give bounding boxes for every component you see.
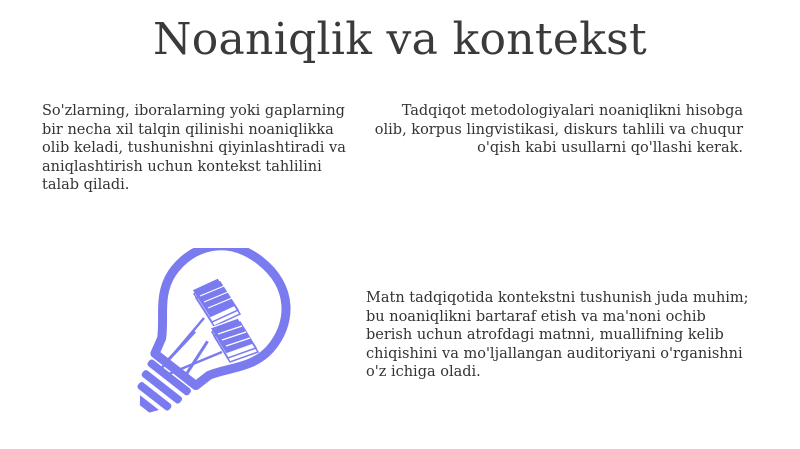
- paragraph-ambiguity: So'zlarning, iboralarning yoki gaplarning bir necha xil talqin qilinishi noaniqlikka olib keladi, tushunishni qiyinlashtiradi va aniqlashtirish uchun kontekst tahlilini talab qiladi.: [42, 103, 346, 193]
- paragraph-context: Matn tadqiqotida kontekstni tushunish juda muhim; bu noaniqlikni bartaraf etish va ma'noni ochib berish uchun atrofdagi matnni, muallifning kelib chiqishini va mo'ljallangan auditoriyani o'rganishni o'z ichiga oladi.: [366, 290, 749, 380]
- page-title: Noaniqlik va kontekst: [152, 14, 648, 65]
- lightbulb-with-books-icon: [100, 248, 300, 428]
- open-book-icon: [192, 278, 240, 326]
- paragraph-methodology: Tadqiqot metodologiyalari noaniqlikni hisobga olib, korpus lingvistikasi, diskurs tahlili va chuqur o'qish kabi usullarni qo'llashi kerak.: [374, 103, 743, 156]
